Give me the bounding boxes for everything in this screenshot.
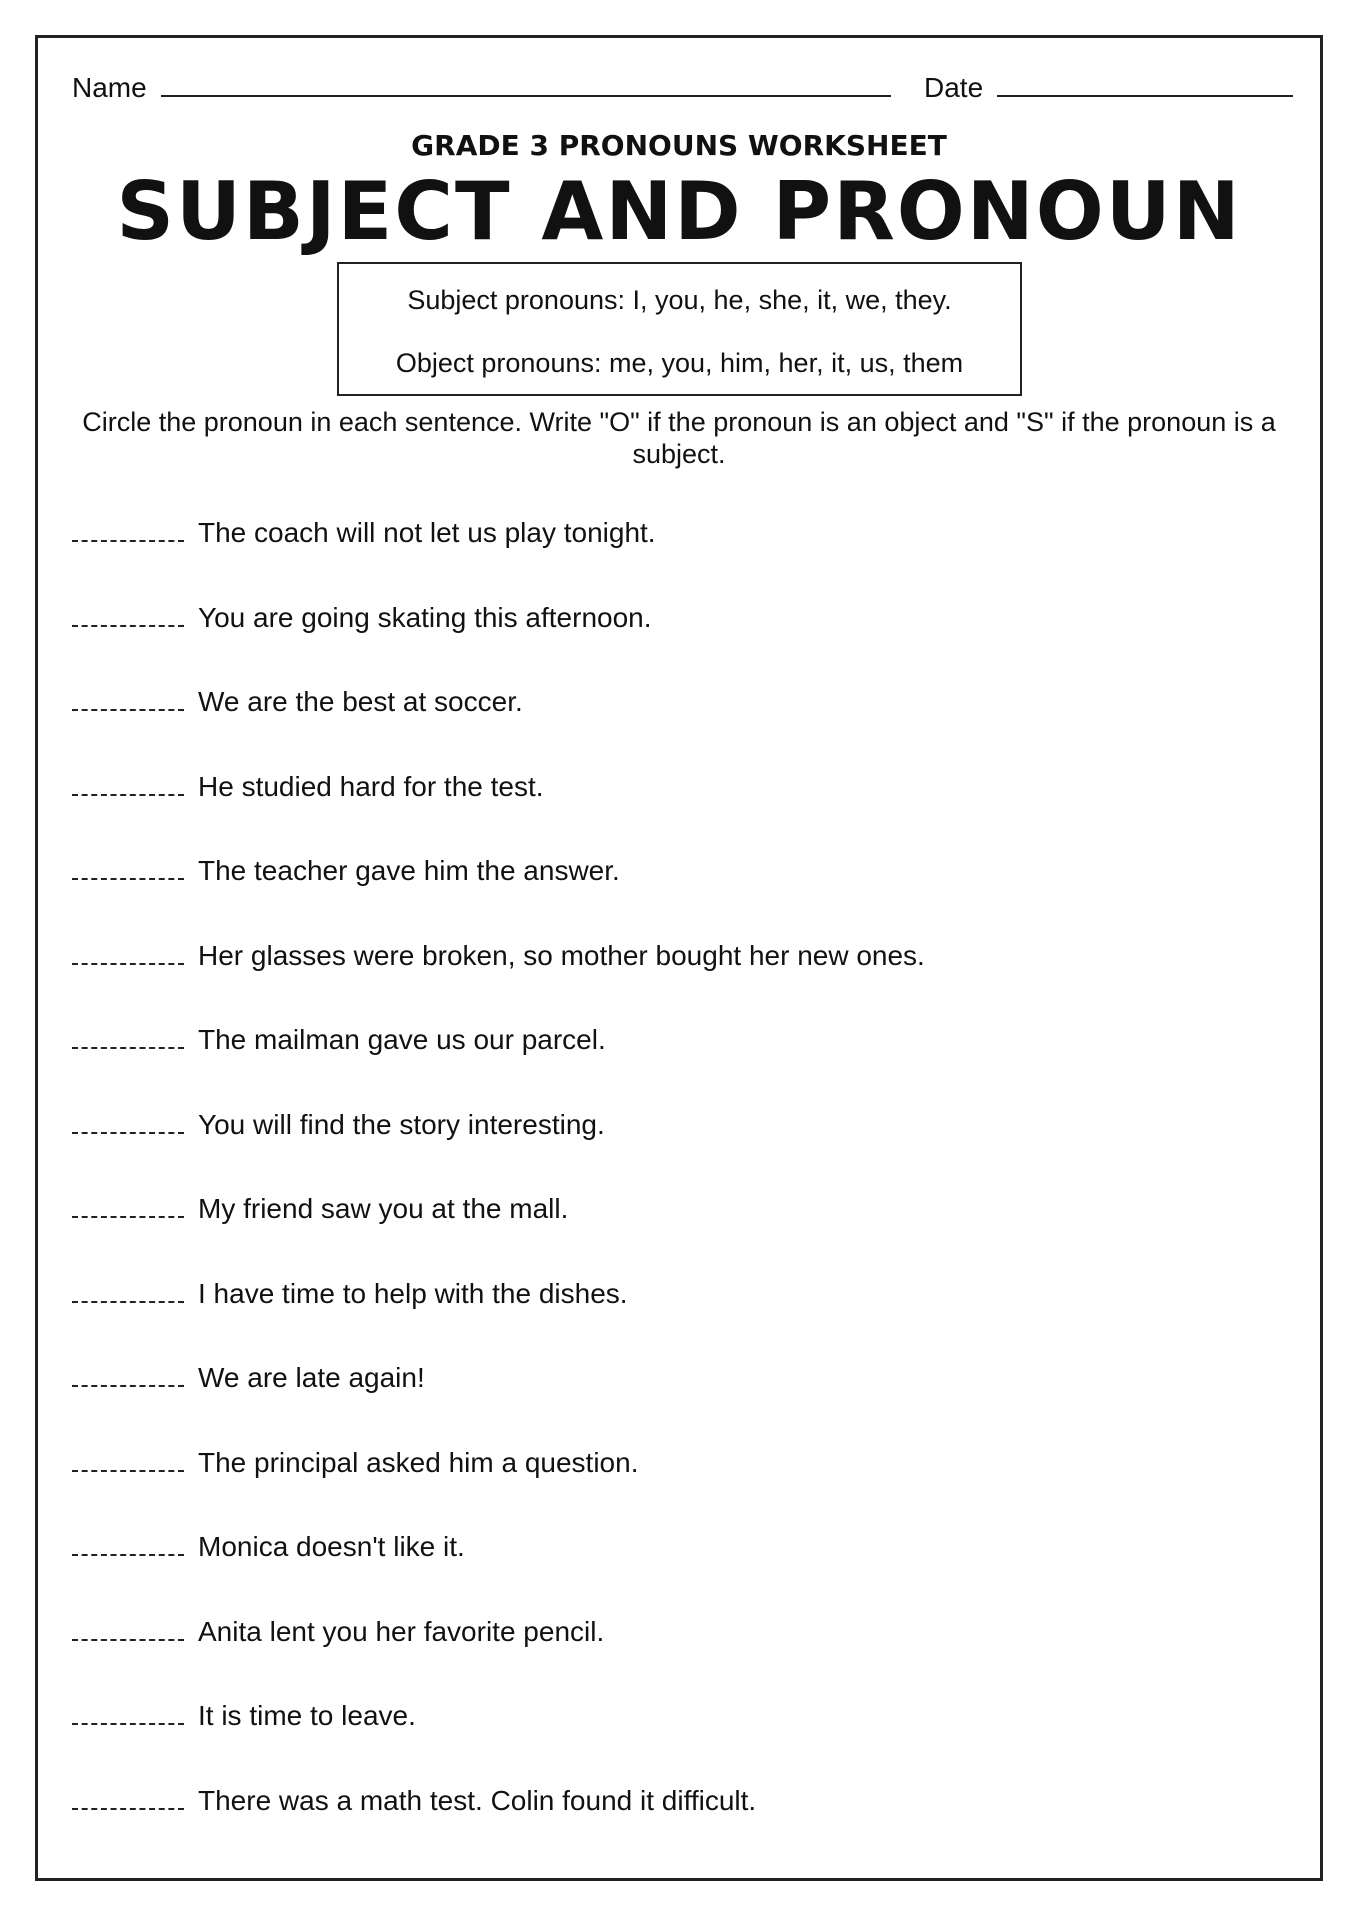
question-text: I have time to help with the dishes. bbox=[198, 1277, 628, 1309]
answer-blank[interactable] bbox=[72, 1102, 184, 1134]
answer-blank[interactable] bbox=[72, 1693, 184, 1725]
name-label: Name bbox=[72, 72, 147, 103]
object-pronouns-line: Object pronouns: me, you, him, her, it, us, them bbox=[395, 348, 964, 378]
answer-blank[interactable] bbox=[72, 1524, 184, 1556]
question-item bbox=[72, 1524, 1272, 1609]
question-text: The mailman gave us our parcel. bbox=[198, 1024, 606, 1055]
answer-blank[interactable] bbox=[72, 1355, 184, 1387]
question-item bbox=[72, 1017, 1272, 1102]
answer-blank[interactable] bbox=[72, 1271, 184, 1303]
question-text: It is time to leave. bbox=[198, 1700, 416, 1731]
question-text: The teacher gave him the answer. bbox=[198, 855, 620, 886]
answer-blank[interactable] bbox=[72, 595, 184, 627]
name-input-line[interactable] bbox=[161, 69, 891, 97]
question-item bbox=[72, 679, 1272, 764]
question-item bbox=[72, 1271, 1272, 1356]
answer-blank[interactable] bbox=[72, 679, 184, 711]
pronoun-reference-box bbox=[337, 262, 1022, 396]
answer-blank[interactable] bbox=[72, 1609, 184, 1641]
question-text: We are late again! bbox=[198, 1362, 425, 1393]
header-row bbox=[72, 68, 1288, 108]
worksheet-title: SUBJECT AND PRONOUN bbox=[116, 165, 1242, 258]
answer-blank[interactable] bbox=[72, 1186, 184, 1218]
answer-blank[interactable] bbox=[72, 1778, 184, 1810]
question-item bbox=[72, 848, 1272, 933]
date-field bbox=[924, 68, 1293, 108]
question-item bbox=[72, 933, 1272, 1018]
question-item bbox=[72, 764, 1272, 849]
answer-blank[interactable] bbox=[72, 933, 184, 965]
worksheet-subtitle: GRADE 3 PRONOUNS WORKSHEET bbox=[411, 129, 947, 162]
answer-blank[interactable] bbox=[72, 1017, 184, 1049]
question-text: There was a math test. Colin found it difficult. bbox=[198, 1784, 757, 1816]
answer-blank[interactable] bbox=[72, 848, 184, 880]
question-item bbox=[72, 1693, 1272, 1778]
question-list bbox=[72, 510, 1272, 1862]
question-text: My friend saw you at the mall. bbox=[198, 1193, 569, 1224]
question-text: Anita lent you her favorite pencil. bbox=[198, 1615, 605, 1647]
question-item bbox=[72, 1440, 1272, 1525]
instructions: Circle the pronoun in each sentence. Write "O" if the pronoun is an object and "S" if the pronoun is a subject. bbox=[82, 407, 1276, 469]
question-item bbox=[72, 1609, 1272, 1694]
answer-blank[interactable] bbox=[72, 764, 184, 796]
question-item bbox=[72, 510, 1272, 595]
question-item bbox=[72, 595, 1272, 680]
question-text: You will find the story interesting. bbox=[198, 1108, 605, 1140]
date-input-line[interactable] bbox=[997, 69, 1293, 97]
question-text: Monica doesn't like it. bbox=[198, 1531, 465, 1562]
answer-blank[interactable] bbox=[72, 510, 184, 542]
question-text: The principal asked him a question. bbox=[198, 1446, 639, 1478]
question-item bbox=[72, 1186, 1272, 1271]
answer-blank[interactable] bbox=[72, 1440, 184, 1472]
question-text: He studied hard for the test. bbox=[198, 770, 544, 802]
question-item bbox=[72, 1102, 1272, 1187]
question-text: Her glasses were broken, so mother bought her new ones. bbox=[198, 939, 925, 971]
question-text: We are the best at soccer. bbox=[198, 686, 523, 717]
question-item bbox=[72, 1355, 1272, 1440]
date-label: Date bbox=[924, 72, 984, 103]
subject-pronouns-line: Subject pronouns: I, you, he, she, it, we, they. bbox=[407, 285, 952, 315]
name-field bbox=[72, 68, 891, 108]
question-text: You are going skating this afternoon. bbox=[198, 601, 652, 633]
question-item bbox=[72, 1778, 1272, 1863]
question-text: The coach will not let us play tonight. bbox=[198, 517, 656, 548]
